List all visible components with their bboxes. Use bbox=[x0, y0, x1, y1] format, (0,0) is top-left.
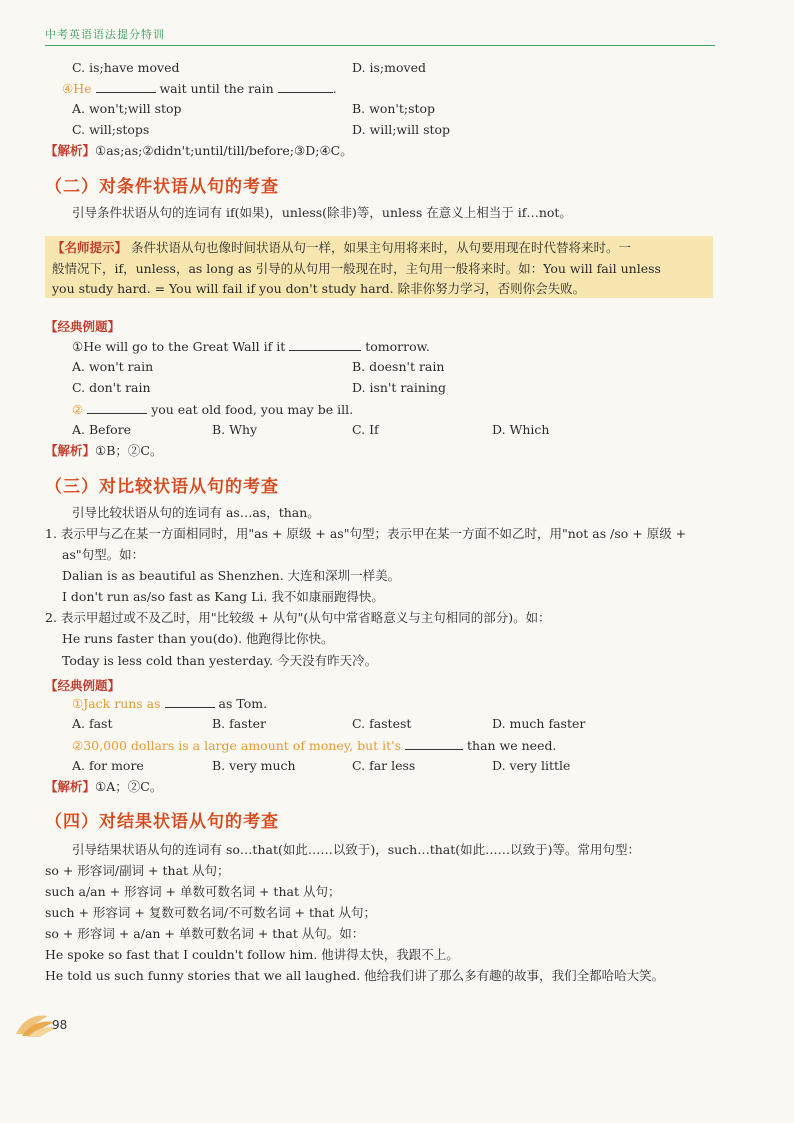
tip-line-2: 般情况下，if，unless，as long as 引导的从句用一般现在时，主句用一般将来时。如：You will fail unless bbox=[52, 261, 661, 276]
answer-text: ①as;as;②didn't;until/till/before;③D;④C。 bbox=[95, 143, 353, 158]
question-4 bbox=[62, 80, 337, 97]
option: C. fastest bbox=[352, 716, 412, 731]
answer-blank bbox=[87, 401, 147, 414]
option: B. doesn't rain bbox=[352, 359, 445, 374]
answer-text: ①A；②C。 bbox=[95, 779, 163, 794]
question-3-2 bbox=[72, 737, 556, 754]
answer-explanation-1 bbox=[45, 143, 353, 159]
example-sentence: I don't run as/so fast as Kang Li. 我不如康丽跑得快。 bbox=[62, 589, 384, 604]
question-stem-a: ②30,000 dollars is a large amount of money, but it's bbox=[72, 738, 402, 753]
answer-label: 【解析】 bbox=[45, 779, 96, 794]
question-stem-b: as Tom. bbox=[218, 696, 268, 711]
option: B. faster bbox=[212, 716, 267, 731]
question-4-stem-b: wait until the rain bbox=[159, 81, 274, 96]
example-sentence: He told us such funny stories that we all laughed. 他给我们讲了那么多有趣的故事，我们全都哈哈大笑。 bbox=[45, 968, 665, 983]
option-c4: C. will;stops bbox=[72, 122, 150, 137]
option: A. won't rain bbox=[72, 359, 154, 374]
tip-text-1: 条件状语从句也像时间状语从句一样，如果主句用将来时，从句要用现在时代替将来时。一 bbox=[131, 240, 632, 255]
option-b4: B. won't;stop bbox=[352, 101, 436, 116]
page-number: 98 bbox=[52, 1018, 68, 1032]
option-d4: D. will;will stop bbox=[352, 122, 451, 137]
answer-label: 【解析】 bbox=[45, 443, 96, 458]
tip-line-3: you study hard. = You will fail if you don't study hard. 除非你努力学习，否则你会失败。 bbox=[52, 281, 586, 296]
option: D. very little bbox=[492, 758, 571, 773]
question-4-stem-a: ④He bbox=[62, 81, 92, 96]
question-stem-b: you eat old food, you may be ill. bbox=[151, 402, 354, 417]
option: B. very much bbox=[212, 758, 296, 773]
option: D. isn't raining bbox=[352, 380, 446, 395]
tip-label: 【名师提示】 bbox=[52, 240, 128, 255]
pattern-line: so + 形容词 + a/an + 单数可数名词 + that 从句。如： bbox=[45, 926, 365, 941]
option: A. Before bbox=[72, 422, 132, 437]
pattern-line: such a/an + 形容词 + 单数可数名词 + that 从句； bbox=[45, 884, 341, 899]
option: C. don't rain bbox=[72, 380, 151, 395]
question-stem-b: tomorrow. bbox=[365, 339, 430, 354]
question-stem-a: ①Jack runs as bbox=[72, 696, 161, 711]
option: C. far less bbox=[352, 758, 416, 773]
example-sentence: Today is less cold than yesterday. 今天没有昨天冷。 bbox=[62, 653, 378, 668]
header-divider bbox=[45, 45, 715, 46]
question-4-stem-c: . bbox=[332, 81, 337, 96]
section-3-title: （三）对比较状语从句的考查 bbox=[45, 477, 279, 497]
rule-2: 2. 表示甲超过或不及乙时，用"比较级 + 从句"(从句中常省略意义与主句相同的部分)。如： bbox=[45, 610, 551, 625]
option-d3: D. is;moved bbox=[352, 60, 426, 75]
answer-text: ①B；②C。 bbox=[95, 443, 163, 458]
section-2-intro: 引导条件状语从句的连词有 if(如果)，unless(除非)等，unless 在意义上相当于 if…not。 bbox=[72, 205, 572, 220]
pattern-line: so + 形容词/副词 + that 从句； bbox=[45, 863, 230, 878]
section-4-title: （四）对结果状语从句的考查 bbox=[45, 812, 279, 832]
option: C. If bbox=[352, 422, 379, 437]
question-stem-a: ①He will go to the Great Wall if it bbox=[72, 339, 286, 354]
option-c3: C. is;have moved bbox=[72, 60, 180, 75]
example-sentence: He runs faster than you(do). 他跑得比你快。 bbox=[62, 631, 334, 646]
option: B. Why bbox=[212, 422, 258, 437]
question-stem-b: than we need. bbox=[467, 738, 557, 753]
question-stem-a: ② bbox=[72, 402, 84, 417]
answer-label: 【解析】 bbox=[45, 143, 96, 158]
example-sentence: Dalian is as beautiful as Shenzhen. 大连和深圳一样美。 bbox=[62, 568, 401, 583]
answer-blank bbox=[405, 737, 463, 750]
question-2-1 bbox=[72, 338, 430, 355]
rule-1-line-1: 1. 表示甲与乙在某一方面相同时，用"as + 原级 + as"句型；表示甲在某一方面不如乙时，用"not as /so + 原级 + bbox=[45, 526, 687, 541]
answer-blank bbox=[96, 80, 156, 93]
question-3-1 bbox=[72, 695, 267, 712]
tip-line-1 bbox=[52, 240, 631, 256]
pattern-line: such + 形容词 + 复数可数名词/不可数名词 + that 从句； bbox=[45, 905, 377, 920]
option: A. for more bbox=[72, 758, 144, 773]
answer-blank bbox=[165, 695, 215, 708]
running-header: 中考英语语法提分特训 bbox=[45, 28, 165, 41]
section-2-title: （二）对条件状语从句的考查 bbox=[45, 177, 279, 197]
example-sentence: He spoke so fast that I couldn't follow him. 他讲得太快，我跟不上。 bbox=[45, 947, 459, 962]
example-label-3: 【经典例题】 bbox=[45, 678, 121, 693]
section-4-intro: 引导结果状语从句的连词有 so…that(如此……以致于)，such…that(如此……以致于)等。常用句型： bbox=[72, 842, 641, 857]
answer-blank bbox=[289, 338, 361, 351]
answer-explanation-3 bbox=[45, 779, 162, 795]
option: A. fast bbox=[72, 716, 113, 731]
option-a4: A. won't;will stop bbox=[72, 101, 182, 116]
question-2-2 bbox=[72, 401, 353, 418]
answer-blank bbox=[278, 80, 333, 93]
rule-1-line-2: as"句型。如： bbox=[62, 547, 145, 562]
option: D. Which bbox=[492, 422, 550, 437]
example-label-2: 【经典例题】 bbox=[45, 319, 121, 334]
option: D. much faster bbox=[492, 716, 586, 731]
section-3-intro: 引导比较状语从句的连词有 as…as，than。 bbox=[72, 505, 320, 520]
answer-explanation-2 bbox=[45, 443, 162, 459]
